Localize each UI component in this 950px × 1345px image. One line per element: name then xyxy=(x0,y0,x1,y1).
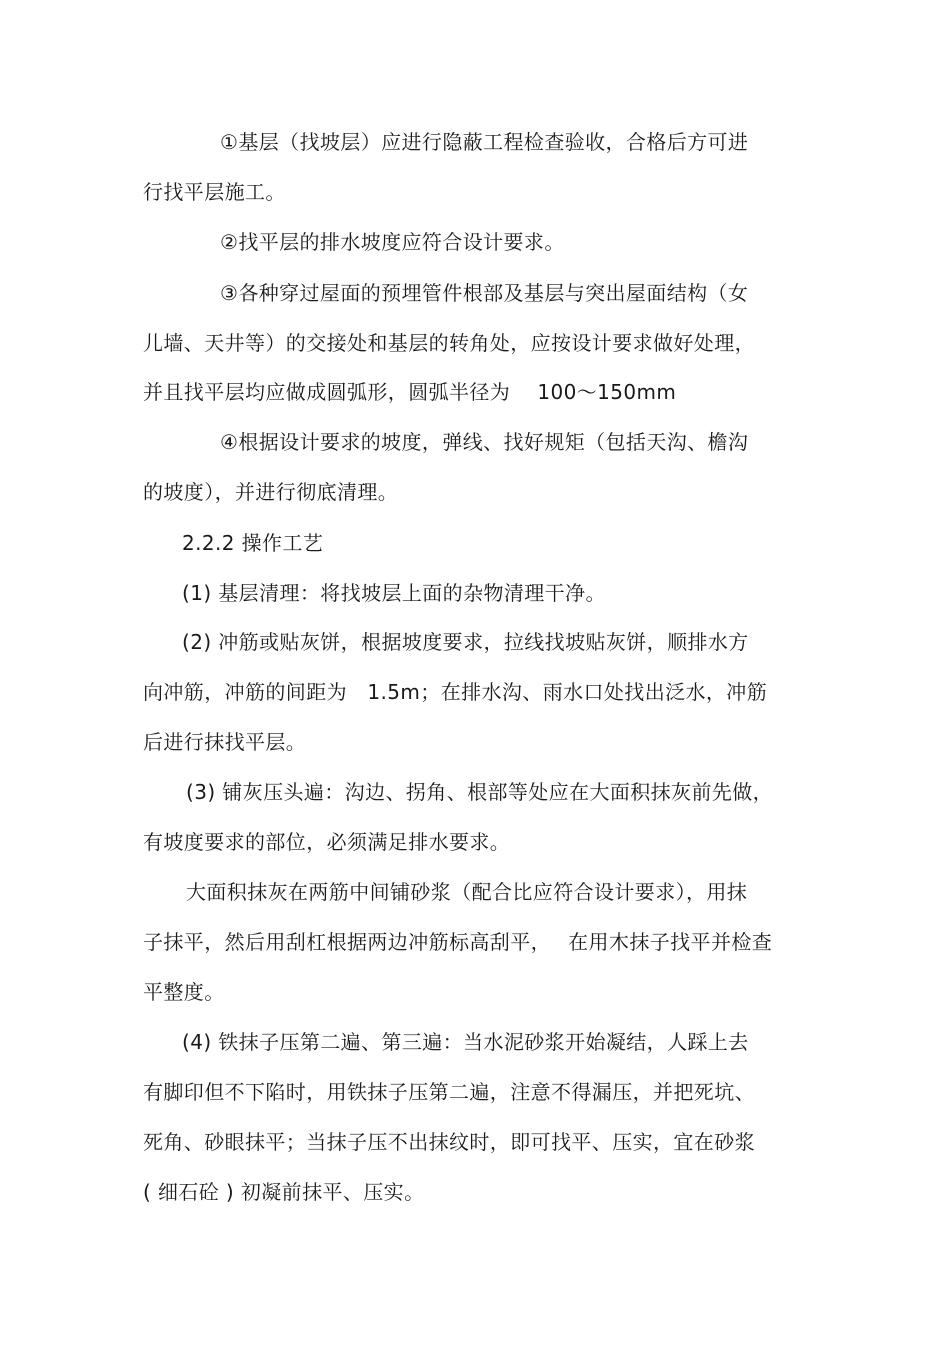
text-line-18: 平整度。 xyxy=(143,980,225,1004)
text-line-7: ④根据设计要求的坡度，弹线、找好规矩（包括天沟、檐沟 xyxy=(220,430,749,454)
text-line-15: 有坡度要求的部位，必须满足排水要求。 xyxy=(143,830,511,854)
text-line-13: 后进行抹找平层。 xyxy=(143,730,307,754)
text-line-3: ②找平层的排水坡度应符合设计要求。 xyxy=(220,230,565,254)
text-line-2: 行找平层施工。 xyxy=(143,180,286,204)
text-line-19: (4) 铁抹子压第二遍、第三遍：当水泥砂浆开始凝结，人踩上去 xyxy=(182,1030,749,1054)
text-line-4: ③各种穿过屋面的预埋管件根部及基层与突出屋面结构（女 xyxy=(220,281,749,305)
text-line-17: 子抹平，然后用刮杠根据两边冲筋标高刮平， 在用木抹子找平并检查 xyxy=(143,930,773,954)
text-line-14: (3) 铺灰压头遍：沟边、拐角、根部等处应在大面积抹灰前先做， xyxy=(186,780,774,804)
section-heading: 2.2.2 操作工艺 xyxy=(182,531,324,555)
text-line-16: 大面积抹灰在两筋中间铺砂浆（配合比应符合设计要求），用抹 xyxy=(186,880,748,904)
text-line-12: 向冲筋，冲筋的间距为 1.5m；在排水沟、雨水口处找出泛水，冲筋 xyxy=(143,680,768,704)
text-line-21: 死角、砂眼抹平；当抹子压不出抹纹时，即可找平、压实，宜在砂浆 xyxy=(143,1130,755,1154)
text-line-22: ( 细石砼 ) 初凝前抹平、压实。 xyxy=(143,1180,425,1204)
text-line-1: ①基层（找坡层）应进行隐蔽工程检查验收，合格后方可进 xyxy=(220,130,749,154)
text-line-6: 并且找平层均应做成圆弧形，圆弧半径为 100～150mm xyxy=(143,380,677,404)
text-line-11: (2) 冲筋或贴灰饼，根据坡度要求，拉线找坡贴灰饼，顺排水方 xyxy=(182,630,749,654)
text-line-20: 有脚印但不下陷时，用铁抹子压第二遍，注意不得漏压，并把死坑、 xyxy=(143,1080,755,1104)
text-line-10: (1) 基层清理：将找坡层上面的杂物清理干净。 xyxy=(182,581,606,605)
text-line-8: 的坡度），并进行彻底清理。 xyxy=(143,480,399,504)
text-line-5: 儿墙、天井等）的交接处和基层的转角处，应按设计要求做好处理， xyxy=(143,331,755,355)
